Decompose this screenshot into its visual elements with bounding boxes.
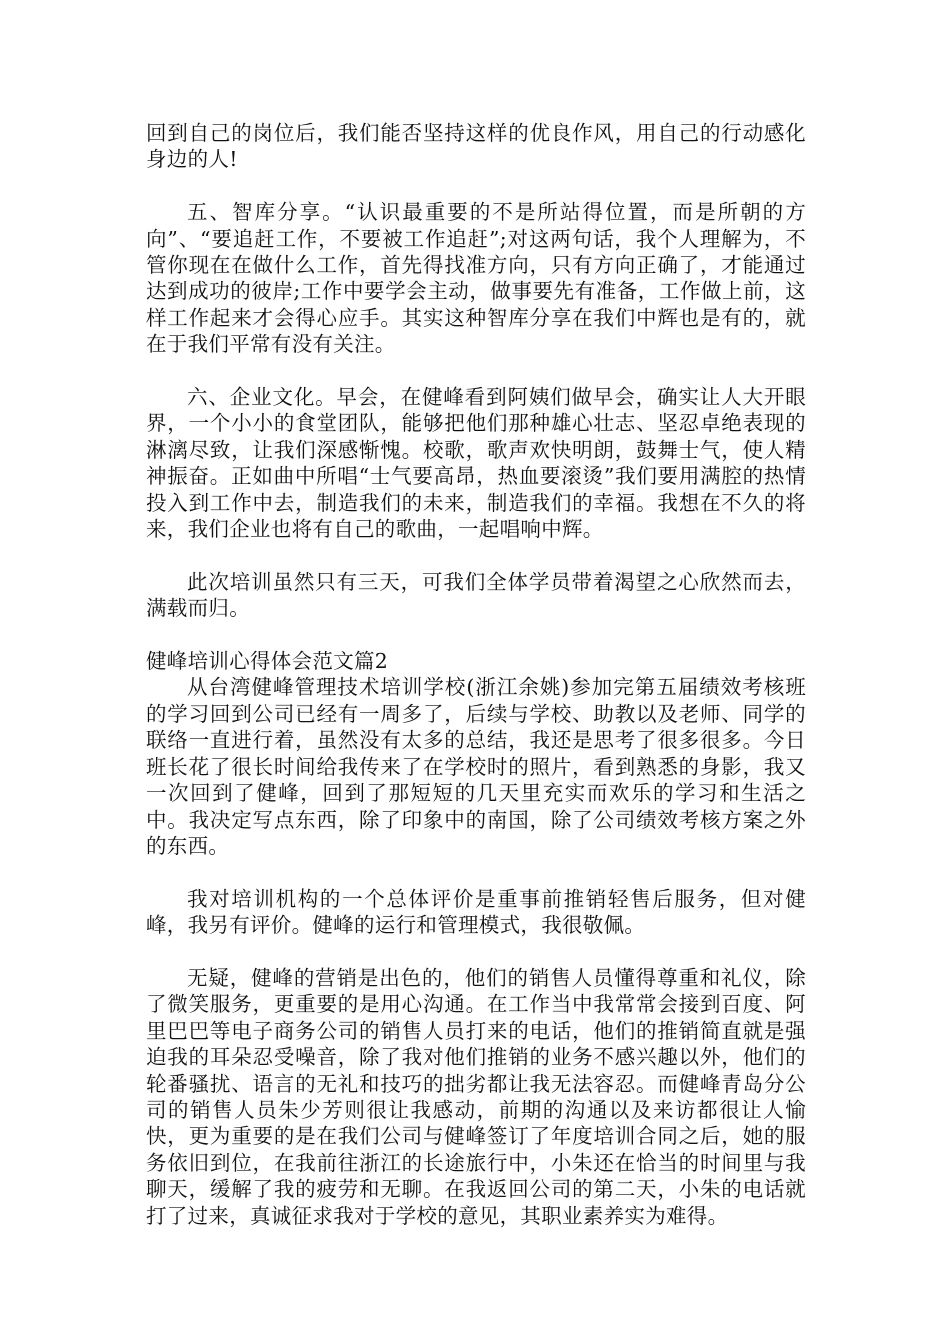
paragraph-marketing: 无疑，健峰的营销是出色的，他们的销售人员懂得尊重和礼仪，除了微笑服务，更重要的是用心沟通。在工作当中我常常会接到百度、阿里巴巴等电子商务公司的销售人员打来的电话，他们的推销简直就是强迫我的耳朵忍受噪音，除了我对他们推销的业务不感兴趣以外，他们的轮番骚扰、语言的无礼和技巧的拙劣都让我无法容忍。而健峰青岛分公司的销售人员朱少芳则很让我感动，前期的沟通以及来访都很让人愉快，更为重要的是在我们公司与健峰签订了年度培训合同之后，她的服务依旧到位，在我前往浙江的长途旅行中，小朱还在恰当的时间里与我聊天，缓解了我的疲劳和无聊。在我返回公司的第二天，小朱的电话就打了过来，真诚征求我对于学校的意见，其职业素养实为难得。	[146, 965, 806, 1228]
document-body	[146, 120, 806, 1229]
paragraph-think-tank: 五、智库分享。“认识最重要的不是所站得位置，而是所朝的方向”、“要追赶工作，不要被工作追赶”;对这两句话，我个人理解为，不管你现在在做什么工作，首先得找准方向，只有方向正确了，才能通过达到成功的彼岸;工作中要学会主动，做事要先有准备，工作做上前，这样工作起来才会得心应手。其实这种智库分享在我们中辉也是有的，就在于我们平常有没有关注。	[146, 200, 806, 357]
section-title: 健峰培训心得体会范文篇2	[146, 649, 389, 674]
paragraph-training-summary: 此次培训虽然只有三天，可我们全体学员带着渴望之心欣然而去，满载而归。	[146, 569, 806, 621]
paragraph-corporate-culture: 六、企业文化。早会，在健峰看到阿姨们做早会，确实让人大开眼界，一个小小的食堂团队，能够把他们那种雄心壮志、坚忍卓绝表现的淋漓尽致，让我们深感惭愧。校歌，歌声欢快明朗，鼓舞士气，使人精神振奋。正如曲中所唱“士气要高昂，热血要滚烫”我们要用满腔的热情投入到工作中去，制造我们的未来，制造我们的幸福。我想在不久的将来，我们企业也将有自己的歌曲，一起唱响中辉。	[146, 385, 806, 542]
paragraph-continuation: 回到自己的岗位后，我们能否坚持这样的优良作风，用自己的行动感化身边的人!	[146, 121, 806, 172]
paragraph-section-intro: 从台湾健峰管理技术培训学校(浙江余姚)参加完第五届绩效考核班的学习回到公司已经有一周多了，后续与学校、助教以及老师、同学的联络一直进行着，虽然没有太多的总结，我还是思考了很多很多。今日班长花了很长时间给我传来了在学校时的照片，看到熟悉的身影，我又一次回到了健峰，回到了那短短的几天里充实而欢乐的学习和生活之中。我决定写点东西，除了印象中的南国，除了公司绩效考核方案之外的东西。	[146, 675, 806, 858]
paragraph-evaluation: 我对培训机构的一个总体评价是重事前推销轻售后服务，但对健峰，我另有评价。健峰的运行和管理模式，我很敬佩。	[146, 886, 806, 938]
